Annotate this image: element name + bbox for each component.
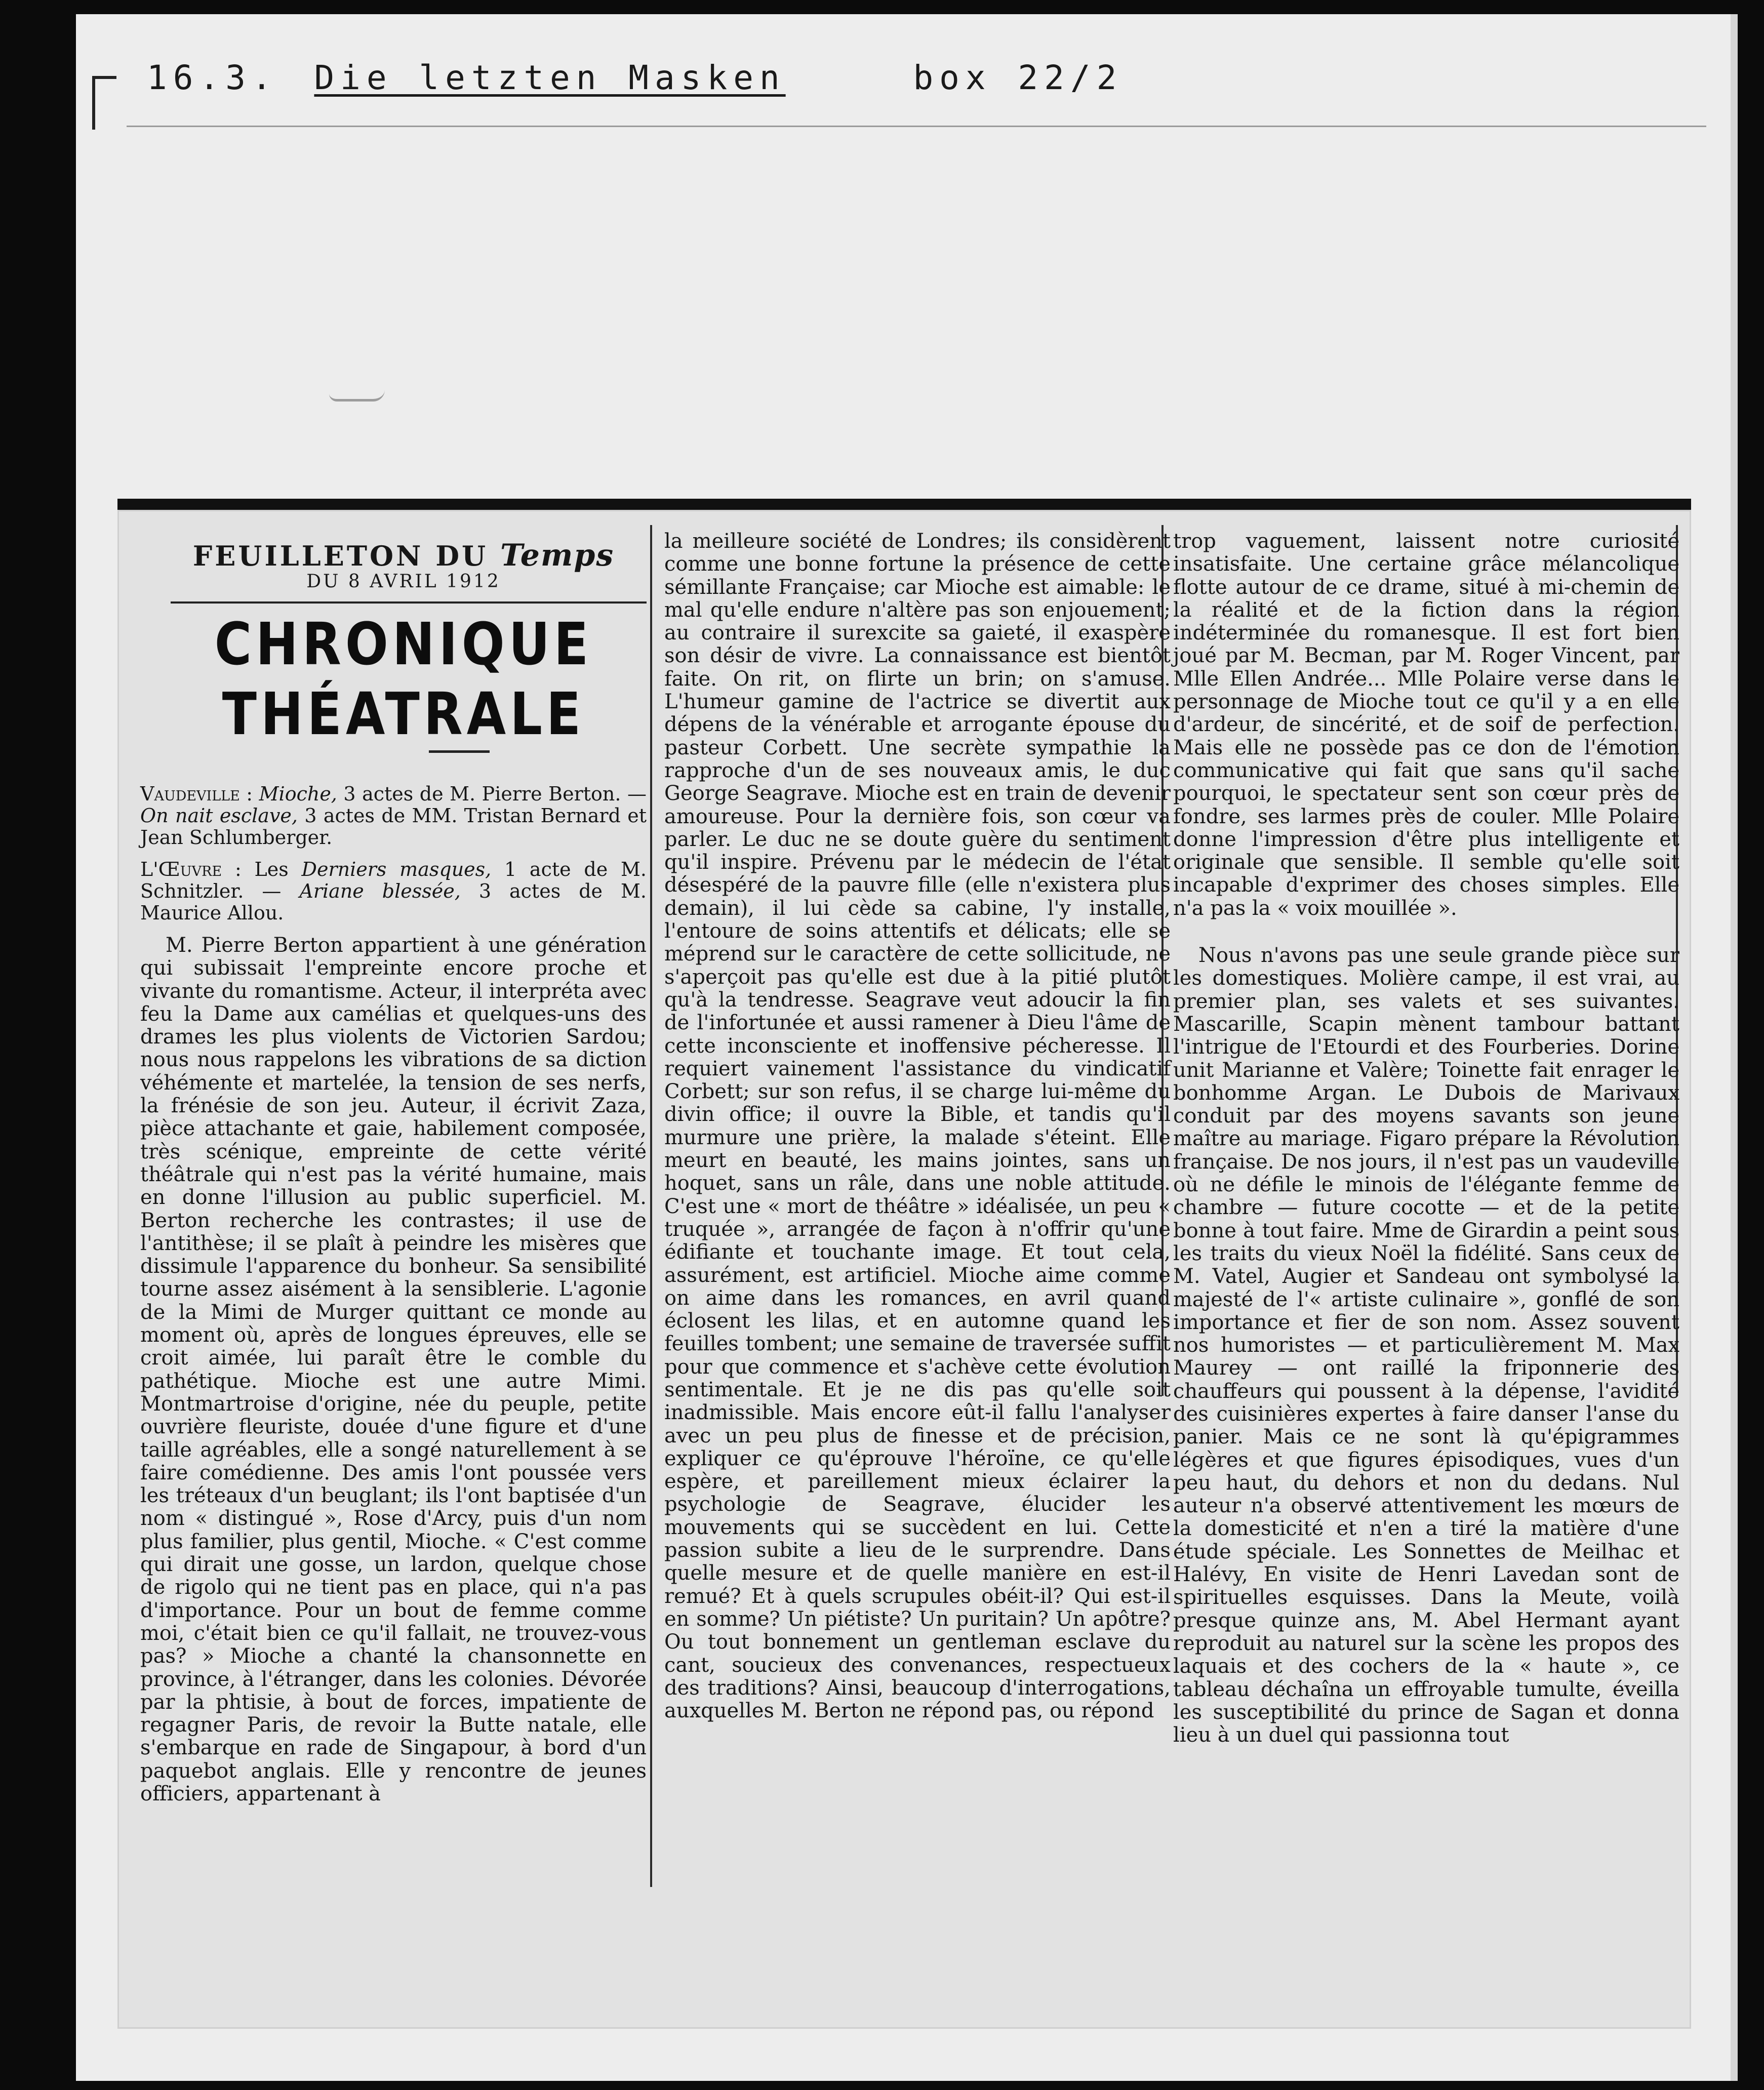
column-1 [140, 540, 647, 1805]
notice-play: Ariane blessée, [299, 880, 461, 902]
notice-vaudeville [140, 783, 647, 849]
article-paragraph: M. Pierre Berton appartient à une génération qui subissait l'empreinte encore proche et vivante du romantisme. Acteur, il interpréta avec feu la Dame aux camélias et quelques-uns des drames les plus violents de Victorien Sardou; nous nous rappelons les vibrations de sa diction véhémente et martelée, la tension de ses nerfs, la frénésie de son jeu. Auteur, il écrivit Zaza, pièce attachante et gaie, habilement composée, très scénique, empreinte de cette vérité théâtrale qui n'est pas la vérité humaine, mais en donne l'illusion au public superficiel. M. Berton recherche les contrastes; il use de l'antithèse; il se plaît à peindre les misères que dissimule l'apparence du bonheur. Sa sensibilité tourne assez aisément à la sensiblerie. L'agonie de la Mimi de Murger quittant ce monde au moment où, après de longues épreuves, elle se croit aimée, lui paraît être le comble du pathétique. Mioche est une autre Mimi. Montmartroise d'origine, née du peuple, petite ouvrière fleuriste, douée d'une figure et d'une taille agréables, elle a songé naturellement à se faire comédienne. Des amis l'ont poussée vers les tréteaux d'un beuglant; ils l'ont baptisée d'un nom « distingué », Rose d'Arcy, puis d'un nom plus familier, plus gentil, Mioche. « C'est comme qui dirait une gosse, un lardon, quelque chose de rigolo qui ne tient pas en place, qui n'a pas d'importance. Pour un bout de femme comme moi, c'était bien ce qu'il fallait, ne trouvez-vous pas? » Mioche a chanté la chansonnette en province, à l'étranger, dans les colonies. Dévorée par la phtisie, à bout de forces, impatiente de regagner Paris, de revoir la Butte natale, elle s'embarque en rade de Singapour, à bord d'un paquebot anglais. Elle y rencontre de jeunes officiers, appartenant à [140, 934, 647, 1805]
notice-text: 1 acte de M. Schnitzler. — [140, 858, 647, 902]
notice-text: Les [254, 858, 289, 880]
notice-play: Derniers masques, [301, 858, 492, 880]
corner-bracket-mark [92, 76, 116, 130]
newspaper-clipping [117, 499, 1691, 2029]
archive-title: Die letzten Masken [314, 58, 786, 97]
masthead-feuilleton: FEUILLETON DU [192, 540, 489, 572]
notice-play: On nait esclave, [140, 805, 298, 827]
masthead-rule [171, 601, 647, 604]
notice-text: 3 actes de MM. Tristan Bernard et Jean Schlumberger. [140, 805, 647, 849]
masthead-date: DU 8 AVRIL 1912 [306, 571, 501, 592]
section-title: CHRONIQUE THÉATRALE [214, 610, 593, 748]
notice-venue: Vaudeville : [140, 783, 253, 805]
notice-oeuvre [140, 859, 647, 924]
article-paragraph: Nous n'avons pas une seule grande pièce sur les domestiques. Molière campe, il est vrai, au premier plan, ses valets et ses suivantes. Mascarille, Scapin mènent tambour battant l'intrigue de l'Etourdi et des Fourberies. Dorine unit Marianne et Valère; Toinette fait enrager le bonhomme Argan. Le Dubois de Marivaux conduit par des moyens savants son jeune maître au mariage. Figaro prépare la Révolution française. De nos jours, il n'est pas un vaudeville où ne défile le minois de l'élégante femme de chambre — future cocotte — et de la petite bonne à tout faire. Mme de Girardin a peint sous les traits du vieux Noël la fidélité. Sans ceux de M. Vatel, Augier et Sandeau ont symbolysé la majesté de l'« artiste culinaire », gonflé de son importance et fier de son nom. Assez souvent nos humoristes — et particulièrement M. Max Maurey — ont raillé la friponnerie des chauffeurs qui poussent à la dépense, l'avidité des cuisinières expertes à faire danser l'anse du panier. Mais ce ne sont là qu'épigrammes légères et que figures épisodiques, vues d'un peu haut, du dehors et non du dedans. Nul auteur n'a observé attentivement les mœurs de la domesticité et n'en a tiré la matière d'une étude spéciale. Les Sonnettes de Meilhac et Halévy, En visite de Henri Lavedan sont de spirituelles esquisses. Dans la Meute, voilà presque quinze ans, M. Abel Hermant ayant reproduit au naturel sur la scène les propos des laquais et des cochers de la « haute », ce tableau déchaîna un effroyable tumulte, éveilla les susceptibilité du prince de Sagan et donna lieu à un duel qui passionna tout [1173, 944, 1679, 1747]
notice-text: 3 actes de M. Pierre Berton. — [343, 783, 647, 805]
column-divider [650, 525, 652, 1887]
notice-play: Mioche, [259, 783, 337, 805]
title-rule [429, 750, 490, 753]
notice-text: 3 actes de M. Maurice Allou. [140, 880, 647, 924]
article-paragraph: la meilleure société de Londres; ils considèrent comme une bonne fortune la présence de cette sémillante Française; car Mioche est aimable: le mal qu'elle endure n'altère pas son enjouement; au contraire il surexcite sa gaieté, il exaspère son désir de vivre. La connaissance est bientôt faite. On rit, on flirte un brin; on s'amuse. L'humeur gamine de l'actrice se divertit aux dépens de la vénérable et arrogante épouse du pasteur Corbett. Une secrète sympathie la rapproche d'un de ses nouveaux amis, le duc George Seagrave. Mioche est en train de devenir amoureuse. Pour la dernière fois, son cœur va parler. Le duc ne se doute guère du sentiment qu'il inspire. Prévenu par le médecin de l'état désespéré de la pauvre fille (elle n'existera plus demain), il lui cède sa cabine, l'y installe, l'entoure de soins attentifs et délicats; elle se méprend sur le caractère de cette sollicitude, ne s'aperçoit pas qu'elle est due à la pitié plutôt qu'à la tendresse. Seagrave veut adoucir la fin de l'infortunée et aussi ramener à Dieu l'âme de cette inconsciente et inoffensive pécheresse. Il requiert vainement l'assistance du vindicatif Corbett; sur son refus, il se charge lui-même du divin office; il ouvre la Bible, et tandis qu'il murmure une prière, la malade s'éteint. Elle meurt en beauté, les mains jointes, sans un hoquet, sans un râle, dans une noble attitude. C'est une « mort de théâtre » idéalisée, un peu « truquée », arrangée de façon à n'offrir qu'une édifiante et touchante image. Et tout cela, assurément, est artificiel. Mioche aime comme on aime dans les romances, en avril quand éclosent les lilas, et en automne quand les feuilles tombent; une semaine de traversée suffit pour que commence et s'achève cette évolution sentimentale. Et je ne dis pas qu'elle soit inadmissible. Mais encore eût-il fallu l'analyser avec un peu plus de finesse et de précision, expliquer ce qu'éprouve l'héroïne, ce qu'elle espère, et pareillement mieux éclairer la psychologie de Seagrave, élucider les mouvements qui se succèdent en lui. Cette passion subite a lieu de le surprendre. Dans quelle mesure et de quelle manière en est-il remué? Et à quels scrupules obéit-il? Qui est-il en somme? Un piétiste? Un puritain? Un apôtre? Ou tout bonnement un gentleman esclave du cant, soucieux des convenances, respectueux des traditions? Ainsi, beaucoup d'interrogations, auxquelles M. Berton ne répond pas, ou répond [664, 530, 1171, 1723]
header-rule [127, 126, 1706, 127]
masthead [161, 540, 647, 571]
masthead-paper: Temps [500, 538, 615, 573]
column-2 [664, 530, 1171, 1722]
archive-box-label: box 22/2 [913, 58, 1123, 97]
article-paragraph: trop vaguement, laissent notre curiosité insatisfaite. Une certaine grâce mélancolique flotte autour de ce drame, situé à mi-chemin de la réalité et de la fiction dans la région indéterminée du romanesque. Il est fort bien joué par M. Becman, par M. Roger Vincent, par Mlle Ellen Andrée... Mlle Polaire verse dans le personnage de Mioche tout ce qu'il y a en elle d'ardeur, de sincérité, et de soif de perfection. Mais elle ne possède pas ce don de l'émotion communicative qui fait que sans qu'il sache pourquoi, le spectateur sent son cœur près de fondre, ses larmes près de couler. Mlle Polaire donne l'impression d'être plus intelligente et originale que sensible. Il semble qu'elle soit incapable d'exprimer des choses simples. Elle n'a pas la « voix mouillée ». [1173, 530, 1679, 920]
sheet-edge [1731, 14, 1738, 2081]
archive-number: 16.3. [147, 58, 278, 97]
archive-header [147, 58, 1122, 97]
notice-venue: L'Œuvre : [140, 858, 242, 880]
column-3 [1173, 530, 1679, 1747]
pencil-mark [329, 390, 385, 401]
